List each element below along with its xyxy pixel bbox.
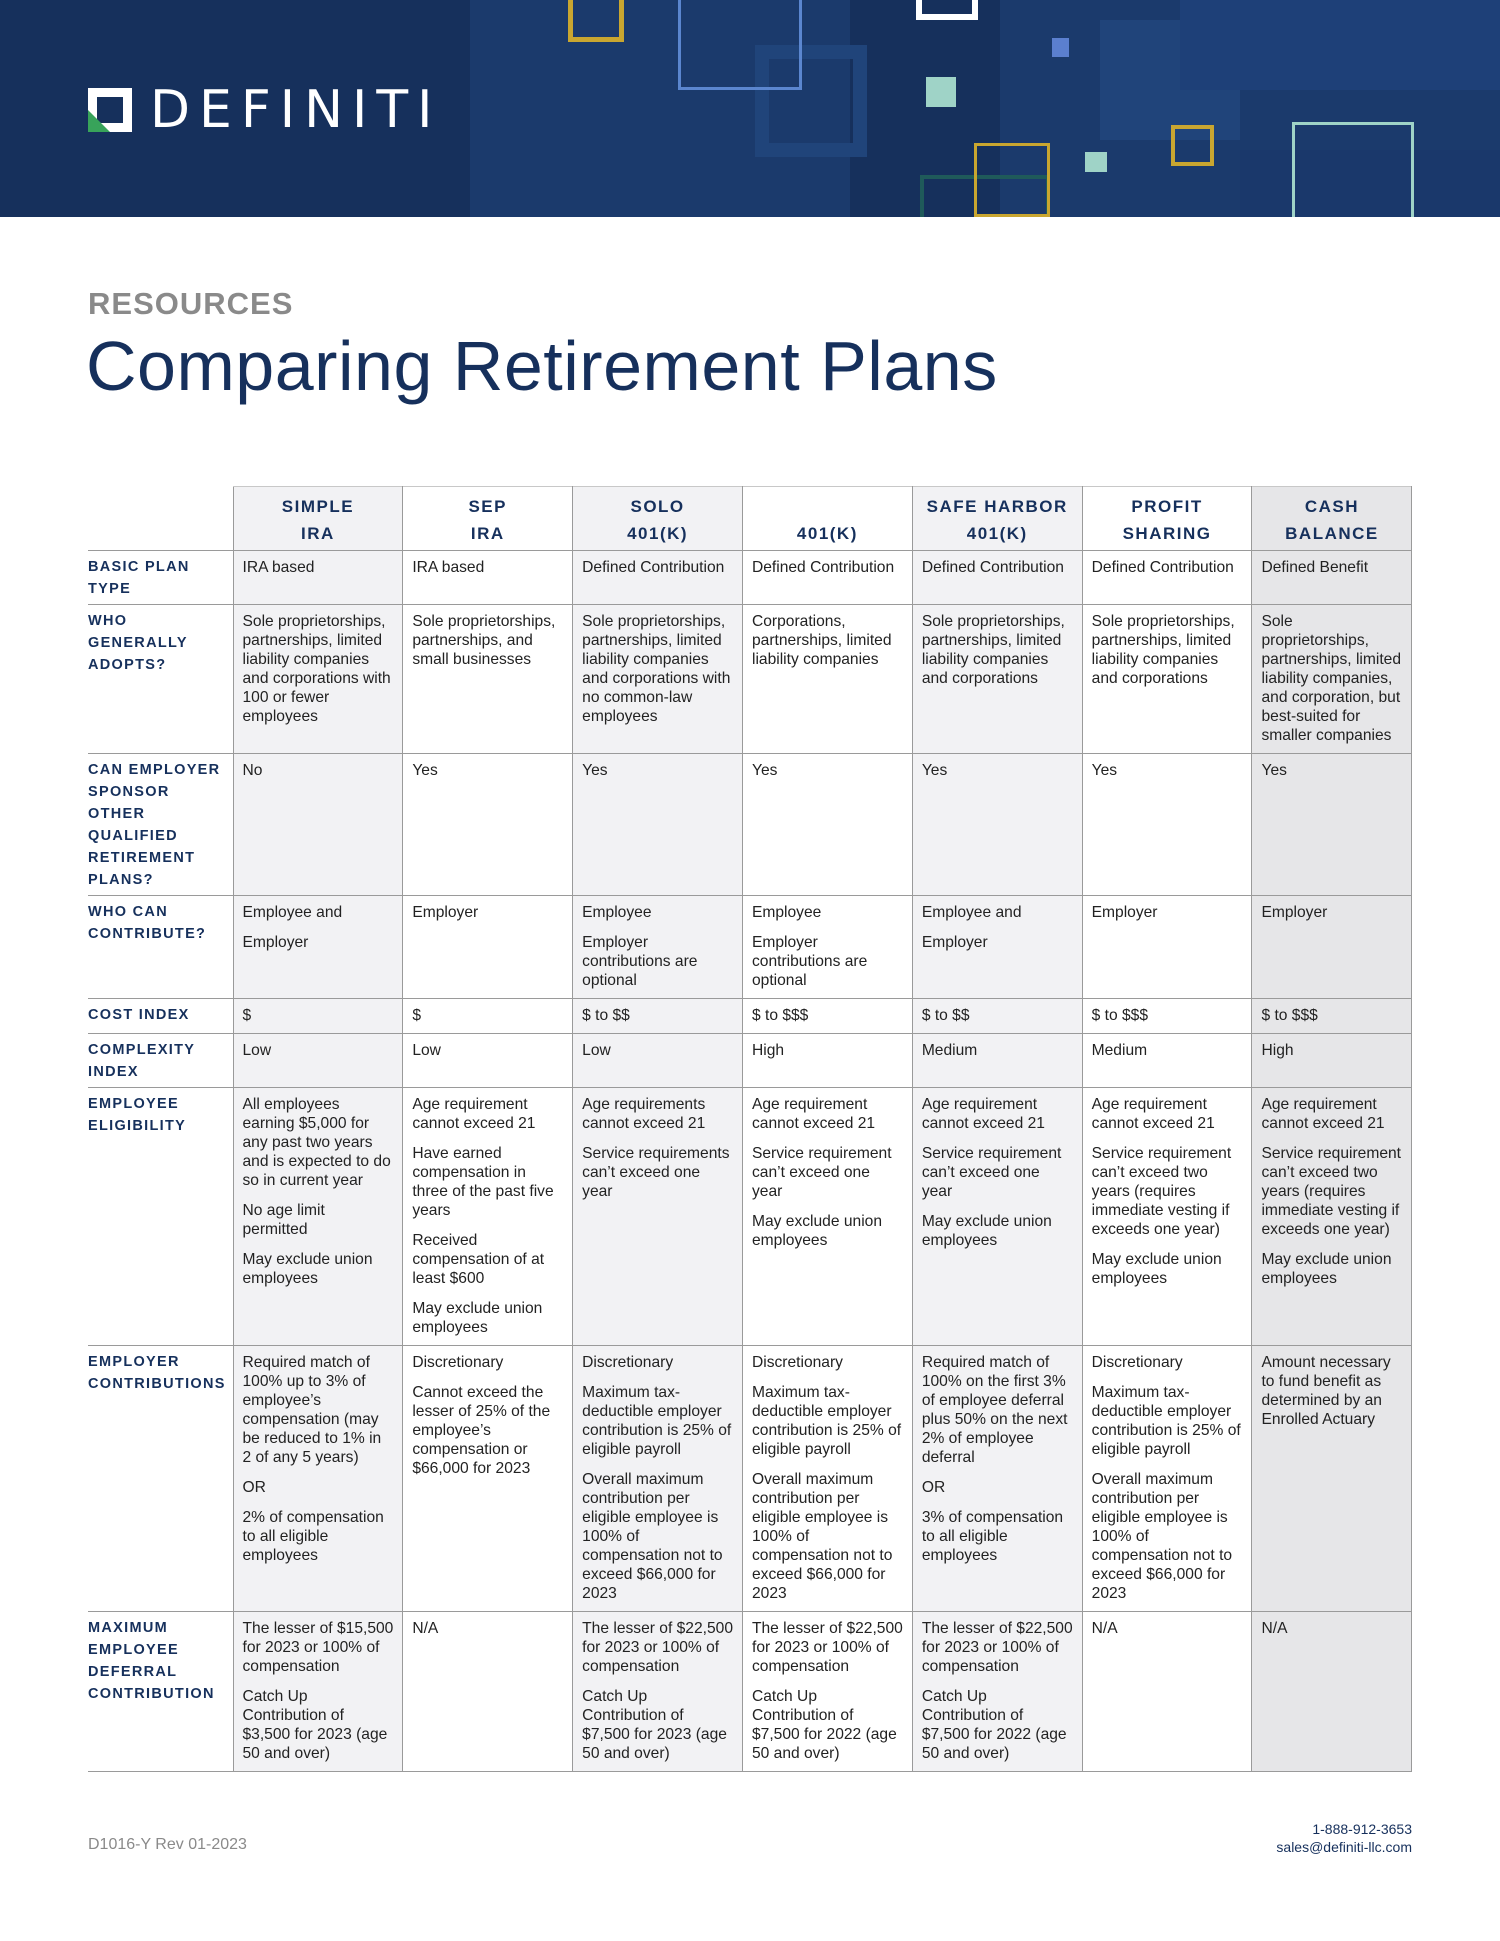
cell-text: May exclude union employees [751, 1213, 883, 1249]
table-cell [573, 605, 743, 754]
table-cell [1082, 1346, 1252, 1612]
cell-text: $ to $$$ [751, 1007, 809, 1024]
cell-text: Required match of 100% up to 3% of employee’s compensation (may be reduced to 1% in 2 of any 5 years) [242, 1354, 382, 1466]
page-title: Comparing Retirement Plans [86, 327, 998, 405]
row-label: MAXIMUM EMPLOYEE DEFERRAL CONTRIBUTION [88, 1612, 233, 1772]
cell-text: Employer [412, 904, 479, 921]
cell-text: Medium [921, 1042, 978, 1059]
cell-text: IRA based [412, 559, 485, 576]
column-header: SOLO 401(K) [573, 487, 743, 551]
cell-text: Sole proprietorships, partnerships, limited liability companies and corporations [921, 613, 1065, 687]
table-cell [1252, 1612, 1412, 1772]
decor-square [1085, 152, 1107, 172]
table-row [88, 551, 1412, 605]
cell-text: Employee and [921, 904, 1022, 921]
table-cell [403, 896, 573, 999]
cell-text: Employer [1091, 904, 1158, 921]
cell-text: Catch Up Contribution of $3,500 for 2023 (age 50 and over) [242, 1688, 388, 1762]
table-body [88, 551, 1412, 1772]
table-row [88, 1034, 1412, 1088]
cell-text: Discretionary [412, 1354, 504, 1371]
column-header: PROFIT SHARING [1082, 487, 1252, 551]
cell-text: $ to $$ [582, 1007, 630, 1024]
table-cell [403, 1612, 573, 1772]
column-header: SIMPLE IRA [233, 487, 403, 551]
cell-text: Age requirement cannot exceed 21 [412, 1096, 536, 1132]
table-cell [233, 1034, 403, 1088]
table-cell [1252, 896, 1412, 999]
cell-text: OR [921, 1479, 946, 1496]
cell-text: Employer contributions are optional [582, 934, 698, 989]
cell-text: Catch Up Contribution of $7,500 for 2022 (age 50 and over) [921, 1688, 1067, 1762]
row-label: EMPLOYER CONTRIBUTIONS [88, 1346, 233, 1612]
table-cell [233, 605, 403, 754]
row-label: WHO CAN CONTRIBUTE? [88, 896, 233, 999]
table-cell [573, 1612, 743, 1772]
cell-text: Required match of 100% on the first 3% of employee deferral plus 50% on the next 2% of employee deferral [921, 1354, 1068, 1466]
table-cell [742, 754, 912, 896]
cell-text: May exclude union employees [921, 1213, 1052, 1249]
table-cell [742, 1088, 912, 1346]
table-cell [1252, 605, 1412, 754]
header-banner [0, 0, 1500, 217]
table-cell [1082, 551, 1252, 605]
column-header: 401(K) [742, 487, 912, 551]
cell-text: $ [242, 1007, 252, 1024]
cell-text: May exclude union employees [412, 1300, 543, 1336]
cell-text: Defined Contribution [751, 559, 895, 576]
cell-text: Employer [1261, 904, 1328, 921]
cell-text: No age limit permitted [242, 1202, 325, 1238]
cell-text: Yes [921, 762, 948, 779]
cell-text: Yes [582, 762, 608, 779]
cell-text: N/A [1091, 1620, 1118, 1637]
cell-text: Defined Contribution [582, 559, 725, 576]
decor-square [1180, 0, 1500, 90]
table-cell [912, 551, 1082, 605]
cell-text: Have earned compensation in three of the past five years [412, 1145, 554, 1219]
cell-text: Discretionary [582, 1354, 674, 1371]
table-cell [233, 896, 403, 999]
decor-square [678, 0, 802, 90]
table-cell [1252, 999, 1412, 1034]
cell-text: Sole proprietorships, partnerships, limited liability companies and corporations [1091, 613, 1235, 687]
table-cell [742, 1034, 912, 1088]
table-cell [912, 1034, 1082, 1088]
cell-text: High [751, 1042, 785, 1059]
email-address: sales@definiti-llc.com [1276, 1839, 1412, 1855]
table-row [88, 1346, 1412, 1612]
cell-text: Discretionary [751, 1354, 843, 1371]
table-cell [1082, 754, 1252, 896]
table-row [88, 605, 1412, 754]
cell-text: Corporations, partnerships, limited liability companies [751, 613, 892, 668]
cell-text: Sole proprietorships, partnerships, and small businesses [412, 613, 556, 668]
row-label: COST INDEX [88, 999, 233, 1034]
table-cell [573, 896, 743, 999]
cell-text: Low [412, 1042, 441, 1059]
cell-text: Sole proprietorships, partnerships, limited liability companies and corporations with 100 or fewer employees [242, 613, 391, 725]
cell-text: All employees earning $5,000 for any past two years and is expected to do so in current year [242, 1096, 391, 1189]
table-cell [1252, 1088, 1412, 1346]
table-cell [233, 551, 403, 605]
table-cell [1082, 896, 1252, 999]
cell-text: Sole proprietorships, partnerships, limited liability companies and corporations with no common-law employees [582, 613, 731, 725]
cell-text: Low [242, 1042, 272, 1059]
cell-text: Service requirement can’t exceed two years (requires immediate vesting if exceeds one year) [1091, 1145, 1232, 1238]
cell-text: Cannot exceed the lesser of 25% of the employee’s compensation or $66,000 for 2023 [412, 1384, 551, 1477]
table-cell [403, 551, 573, 605]
table-cell [233, 999, 403, 1034]
row-label: WHO GENERALLY ADOPTS? [88, 605, 233, 754]
cell-text: Overall maximum contribution per eligible employee is 100% of compensation not to exceed $66,000 for 2023 [1091, 1471, 1233, 1602]
cell-text: $ to $$ [921, 1007, 970, 1024]
table-cell [233, 754, 403, 896]
table-cell [912, 605, 1082, 754]
decor-square [1171, 125, 1214, 166]
table-cell [742, 1612, 912, 1772]
table-cell [403, 999, 573, 1034]
cell-text: Received compensation of at least $600 [412, 1232, 545, 1287]
column-header: SEP IRA [403, 487, 573, 551]
table-cell [403, 605, 573, 754]
row-label: BASIC PLAN TYPE [88, 551, 233, 605]
cell-text: Service requirement can’t exceed one year [751, 1145, 892, 1200]
table-cell [1082, 1088, 1252, 1346]
table-cell [403, 1034, 573, 1088]
cell-text: Employee [751, 904, 822, 921]
table-corner [88, 487, 233, 551]
cell-text: The lesser of $22,500 for 2023 or 100% of compensation [921, 1620, 1073, 1675]
table-cell [403, 1346, 573, 1612]
logo-wordmark: DEFINITI [150, 80, 442, 140]
cell-text: OR [242, 1479, 266, 1496]
table-cell [912, 1346, 1082, 1612]
cell-text: Sole proprietorships, partnerships, limited liability companies, and corporation, but best-suited for smaller companies [1261, 613, 1402, 744]
cell-text: Medium [1091, 1042, 1148, 1059]
cell-text: Yes [412, 762, 438, 779]
table-cell [742, 999, 912, 1034]
cell-text: Service requirements can’t exceed one year [582, 1145, 730, 1200]
logo-mark-icon [88, 88, 132, 132]
cell-text: Age requirements cannot exceed 21 [582, 1096, 706, 1132]
cell-text: N/A [1261, 1620, 1288, 1637]
table-row [88, 1612, 1412, 1772]
table-cell [403, 754, 573, 896]
table-header-row [88, 487, 1412, 551]
cell-text: Employer [921, 934, 988, 951]
table-cell [1082, 999, 1252, 1034]
table-cell [912, 754, 1082, 896]
cell-text: Maximum tax-deductible employer contribution is 25% of eligible payroll [751, 1384, 902, 1458]
cell-text: May exclude union employees [242, 1251, 373, 1287]
contact-info [1276, 1820, 1412, 1856]
table-cell [1082, 605, 1252, 754]
cell-text: Overall maximum contribution per eligible employee is 100% of compensation not to exceed $66,000 for 2023 [751, 1471, 893, 1602]
cell-text: Employer [242, 934, 309, 951]
cell-text: Catch Up Contribution of $7,500 for 2023 (age 50 and over) [582, 1688, 727, 1762]
cell-text: Discretionary [1091, 1354, 1183, 1371]
table-row [88, 896, 1412, 999]
cell-text: Age requirement cannot exceed 21 [1091, 1096, 1215, 1132]
cell-text: May exclude union employees [1091, 1251, 1222, 1287]
column-header: CASH BALANCE [1252, 487, 1412, 551]
decor-square [568, 0, 624, 42]
cell-text: Maximum tax-deductible employer contribution is 25% of eligible payroll [1091, 1384, 1241, 1458]
table-cell [573, 754, 743, 896]
table-cell [573, 1346, 743, 1612]
decor-square [926, 77, 956, 107]
column-header: SAFE HARBOR 401(K) [912, 487, 1082, 551]
cell-text: $ to $$$ [1091, 1007, 1149, 1024]
table-cell [573, 1034, 743, 1088]
row-label: CAN EMPLOYER SPONSOR OTHER QUALIFIED RETIREMENT PLANS? [88, 754, 233, 896]
cell-text: Age requirement cannot exceed 21 [751, 1096, 876, 1132]
table-cell [573, 999, 743, 1034]
table-cell [233, 1346, 403, 1612]
cell-text: Service requirement can’t exceed two years (requires immediate vesting if exceeds one year) [1261, 1145, 1402, 1238]
table-cell [912, 896, 1082, 999]
cell-text: Overall maximum contribution per eligible employee is 100% of compensation not to exceed $66,000 for 2023 [582, 1471, 723, 1602]
table-cell [742, 551, 912, 605]
cell-text: $ to $$$ [1261, 1007, 1318, 1024]
cell-text: The lesser of $22,500 for 2023 or 100% of compensation [582, 1620, 733, 1675]
cell-text: Maximum tax-deductible employer contribution is 25% of eligible payroll [582, 1384, 732, 1458]
cell-text: 3% of compensation to all eligible employees [921, 1509, 1064, 1564]
cell-text: High [1261, 1042, 1294, 1059]
cell-text: The lesser of $22,500 for 2023 or 100% of compensation [751, 1620, 903, 1675]
table-cell [403, 1088, 573, 1346]
decor-square [916, 0, 978, 20]
cell-text: Yes [1261, 762, 1287, 779]
cell-text: Defined Contribution [921, 559, 1064, 576]
phone-number: 1-888-912-3653 [1312, 1821, 1412, 1837]
table-row [88, 1088, 1412, 1346]
table-cell [1082, 1612, 1252, 1772]
cell-text: Catch Up Contribution of $7,500 for 2022 (age 50 and over) [751, 1688, 897, 1762]
table-cell [1082, 1034, 1252, 1088]
table-cell [742, 1346, 912, 1612]
decor-square [1052, 38, 1069, 57]
cell-text: $ [412, 1007, 422, 1024]
decor-square [1292, 122, 1414, 217]
cell-text: The lesser of $15,500 for 2023 or 100% of compensation [242, 1620, 394, 1675]
cell-text: Defined Benefit [1261, 559, 1369, 576]
table-cell [1252, 754, 1412, 896]
cell-text: Yes [751, 762, 778, 779]
table-cell [573, 1088, 743, 1346]
table-cell [1252, 1346, 1412, 1612]
cell-text: No [242, 762, 263, 779]
table-cell [233, 1088, 403, 1346]
cell-text: Age requirement cannot exceed 21 [1261, 1096, 1385, 1132]
table-cell [912, 999, 1082, 1034]
document-code: D1016-Y Rev 01-2023 [88, 1836, 247, 1853]
table-cell [1252, 1034, 1412, 1088]
cell-text: Service requirement can’t exceed one year [921, 1145, 1062, 1200]
cell-text: Employer contributions are optional [751, 934, 868, 989]
table-row [88, 754, 1412, 896]
cell-text: N/A [412, 1620, 439, 1637]
table-cell [742, 605, 912, 754]
cell-text: Employee [582, 904, 652, 921]
section-eyebrow: RESOURCES [88, 286, 294, 321]
table-cell [912, 1612, 1082, 1772]
table-cell [573, 551, 743, 605]
cell-text: Amount necessary to fund benefit as determined by an Enrolled Actuary [1261, 1354, 1391, 1428]
cell-text: Defined Contribution [1091, 559, 1234, 576]
table-cell [742, 896, 912, 999]
cell-text: 2% of compensation to all eligible employees [242, 1509, 384, 1564]
row-label: EMPLOYEE ELIGIBILITY [88, 1088, 233, 1346]
definiti-logo [88, 80, 442, 140]
cell-text: Low [582, 1042, 611, 1059]
cell-text: IRA based [242, 559, 315, 576]
row-label: COMPLEXITY INDEX [88, 1034, 233, 1088]
cell-text: Age requirement cannot exceed 21 [921, 1096, 1045, 1132]
table-cell [1252, 551, 1412, 605]
decor-square [974, 143, 1050, 217]
table-row [88, 999, 1412, 1034]
table-cell [912, 1088, 1082, 1346]
table-cell [233, 1612, 403, 1772]
cell-text: May exclude union employees [1261, 1251, 1392, 1287]
cell-text: Yes [1091, 762, 1118, 779]
comparison-table [88, 486, 1412, 1772]
cell-text: Employee and [242, 904, 343, 921]
